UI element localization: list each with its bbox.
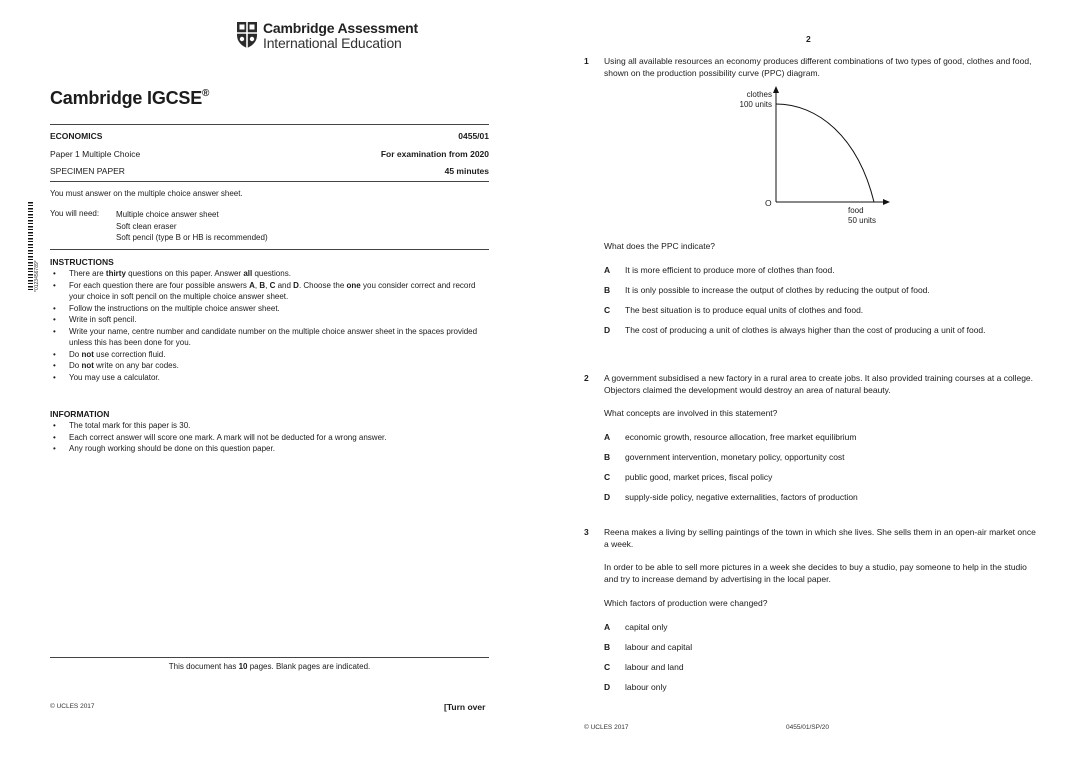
copyright: © UCLES 2017: [50, 703, 95, 710]
list-item: • Write your name, centre number and candidate number on the multiple choice answer sheet in the spaces provided unless this has been done for you.: [53, 326, 478, 347]
need-item: Multiple choice answer sheet: [116, 210, 219, 219]
list-item: • Any rough working should be done on this question paper.: [53, 444, 275, 453]
barcode-digits: *0123456789*: [34, 260, 40, 292]
paper-row: [50, 149, 489, 159]
option-b: B labour and capital: [604, 642, 693, 652]
footer-rule: [50, 657, 489, 658]
list-item: • Each correct answer will score one mark. A mark will not be deducted for a wrong answer.: [53, 432, 387, 442]
information-list: [50, 420, 490, 455]
origin-label: O: [765, 198, 772, 208]
list-item: • Follow the instructions on the multiple choice answer sheet.: [53, 303, 280, 313]
option-d: D supply-side policy, negative externalities, factors of production: [604, 492, 858, 502]
question-1: [584, 55, 1040, 79]
question-number: 3: [584, 527, 589, 537]
question-text: Reena makes a living by selling paintings of the town in which she lives. She sells them in an open-air market once a week.: [604, 527, 1036, 549]
paper-type: SPECIMEN PAPER: [50, 166, 125, 176]
option-d: D labour only: [604, 682, 667, 692]
list-item: • Write in soft pencil.: [53, 315, 137, 324]
question-page: [540, 0, 1080, 761]
document-note: This document has 10 pages. Blank pages are indicated.: [168, 662, 371, 671]
need-item: Soft clean eraser: [116, 221, 177, 231]
instructions-rule: [50, 249, 489, 250]
x-axis-label: [848, 206, 876, 226]
header-rule: [50, 124, 489, 125]
option-d: D The cost of producing a unit of clothes is always higher than the cost of producing a unit of food.: [604, 325, 986, 335]
option-c: C The best situation is to produce equal units of clothes and food.: [604, 305, 864, 315]
paper-reference: 0455/01/SP/20: [786, 724, 830, 731]
copyright: © UCLES 2017: [584, 724, 629, 731]
question-number: 2: [584, 373, 589, 383]
cambridge-logo: [236, 21, 418, 51]
list-item: • Do not write on any bar codes.: [53, 361, 179, 370]
subject-row: [50, 131, 489, 141]
option-b: B government intervention, monetary policy, opportunity cost: [604, 452, 845, 462]
you-will-need: [50, 209, 268, 244]
list-item: • For each question there are four possible answers A, B, C and D. Choose the one you consider correct and record your choice in soft pencil on the multiple choice answer sheet.: [53, 280, 476, 301]
option-c: C public good, market prices, fiscal policy: [604, 472, 773, 482]
option-a: A economic growth, resource allocation, free market equilibrium: [604, 432, 857, 442]
exam-from: For examination from 2020: [380, 149, 489, 159]
qualification-title: [50, 88, 209, 109]
instructions-heading: INSTRUCTIONS: [50, 257, 114, 267]
ppc-curve: [776, 104, 874, 202]
question-2: [584, 372, 1040, 396]
question-text: A government subsidised a new factory in a rural area to create jobs. It also provided training courses at a college. Objectors claimed the development would destroy an area of natural beauty.: [604, 373, 1034, 395]
paper-code: 0455/01: [458, 131, 489, 141]
page-number: 2: [806, 34, 811, 44]
answer-note: You must answer on the multiple choice answer sheet.: [50, 189, 243, 198]
x-label-name: food: [848, 206, 864, 215]
you-will-need-label: You will need:: [50, 209, 100, 218]
cambridge-shield-icon: [236, 21, 258, 49]
registered-mark: ®: [202, 88, 210, 99]
question-3: [584, 526, 1040, 550]
barcode-bars: [28, 202, 33, 292]
question-prompt: What does the PPC indicate?: [604, 241, 716, 251]
list-item: • The total mark for this paper is 30.: [53, 421, 191, 430]
instructions-list: [50, 268, 490, 383]
barcode: [28, 202, 40, 292]
turn-over: [Turn over: [444, 702, 486, 712]
question-prompt: Which factors of production were changed?: [604, 598, 768, 608]
subject: ECONOMICS: [50, 131, 103, 141]
duration: 45 minutes: [444, 166, 489, 176]
ppc-diagram: [720, 82, 900, 232]
y-axis-label: [730, 90, 772, 110]
option-c: C labour and land: [604, 662, 684, 672]
question-number: 1: [584, 56, 589, 66]
y-label-units: 100 units: [739, 100, 772, 109]
need-item: Soft pencil (type B or HB is recommended): [116, 233, 268, 242]
list-item: • You may use a calculator.: [53, 372, 160, 382]
meta-rule: [50, 181, 489, 182]
list-item: • Do not use correction fluid.: [53, 349, 166, 359]
logo-line-1: Cambridge Assessment: [263, 20, 418, 36]
option-a: A capital only: [604, 622, 668, 632]
logo-line-2: International Education: [263, 35, 402, 51]
y-axis-arrow: [773, 86, 779, 93]
question-paragraph: In order to be able to sell more pictures in a week she decides to buy a studio, pay someone to help in the studio and try to increase demand by advertising in the local paper.: [604, 562, 1027, 584]
information-heading: INFORMATION: [50, 409, 110, 419]
question-text: Using all available resources an economy produces different combinations of two types of good, clothes and food, shown on the production possibility curve (PPC) diagram.: [604, 56, 1032, 78]
paper-type-row: [50, 166, 489, 176]
option-b: B It is only possible to increase the output of clothes by reducing the output of food.: [604, 285, 930, 295]
list-item: • There are thirty questions on this paper. Answer all questions.: [53, 269, 291, 278]
y-label-name: clothes: [746, 90, 772, 99]
paper-name: Paper 1 Multiple Choice: [50, 149, 141, 159]
x-axis-arrow: [883, 199, 890, 205]
x-label-units: 50 units: [848, 216, 877, 225]
question-prompt: What concepts are involved in this statement?: [604, 408, 778, 418]
qualification-name: Cambridge IGCSE: [50, 88, 203, 108]
option-a: A It is more efficient to produce more of clothes than food.: [604, 265, 835, 275]
